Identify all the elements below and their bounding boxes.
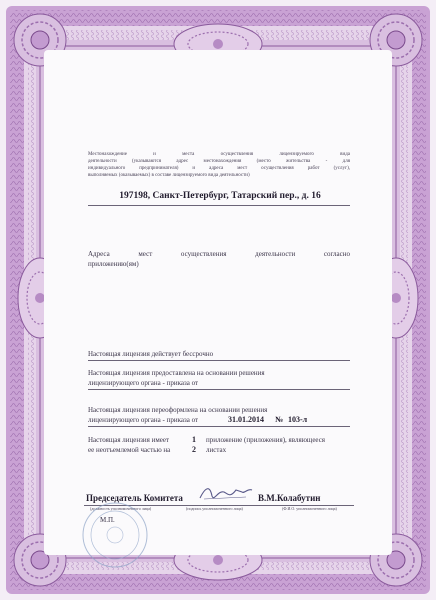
caption-name: (Ф.И.О. уполномоченного лица) <box>282 506 337 511</box>
document-body <box>44 50 392 555</box>
location-label-line-3: индивидуального предпринимателя) и адреса мест осуществления работ (услуг), <box>88 166 350 171</box>
license-address: 197198, Санкт-Петербург, Татарский пер., д. 16 <box>119 191 321 201</box>
official-seal <box>80 500 150 570</box>
seal-place-label: М.П. <box>100 516 115 524</box>
caption-position: (должность уполномоченного лица) <box>90 506 152 511</box>
reissued-line-2: лицензирующего органа - приказа от <box>88 416 199 424</box>
appendix-line-2-suffix: листах <box>206 446 227 454</box>
granted-underline <box>88 389 350 390</box>
handwritten-signature <box>196 484 254 504</box>
reissue-number-sign: № <box>275 415 284 424</box>
address-underline <box>88 205 350 206</box>
location-label-line-4: выполняемых (оказываемых) в составе лицензируемого вида деятельности) <box>88 173 250 178</box>
signatory-name: В.М.Колабутин <box>258 493 321 503</box>
appendix-count: 1 <box>192 435 196 444</box>
granted-line-1: Настоящая лицензия предоставлена на основании решения <box>88 369 265 377</box>
reissued-underline <box>88 426 350 427</box>
appendix-line-1-suffix: приложение (приложения), являющееся <box>206 436 326 444</box>
reissue-order-number: 103-л <box>288 415 308 424</box>
reissue-order-date: 31.01.2014 <box>228 415 264 424</box>
granted-line-2: лицензирующего органа - приказа от <box>88 379 199 387</box>
validity-underline <box>88 360 350 361</box>
appendix-line-1: Настоящая лицензия имеет <box>88 436 170 444</box>
validity-statement: Настоящая лицензия действует бессрочно <box>88 350 214 358</box>
caption-signature: (подпись уполномоченного лица) <box>186 506 243 511</box>
appendix-line-2: ее неотъемлемой частью на <box>88 446 171 454</box>
location-label-line-1: Местонахождение и места осуществления лицензируемого вида <box>88 152 350 157</box>
activity-addresses-line-1: Адреса мест осуществления деятельности согласно <box>88 250 350 258</box>
activity-addresses-line-2: приложению(ям) <box>88 260 139 268</box>
signatory-position: Председатель Комитета <box>86 493 183 503</box>
reissued-line-1: Настоящая лицензия переоформлена на основании решения <box>88 406 268 414</box>
location-label-line-2: деятельности (указываются адрес местонахождения (место жительства - для <box>88 159 350 164</box>
appendix-sheets-count: 2 <box>192 445 196 454</box>
